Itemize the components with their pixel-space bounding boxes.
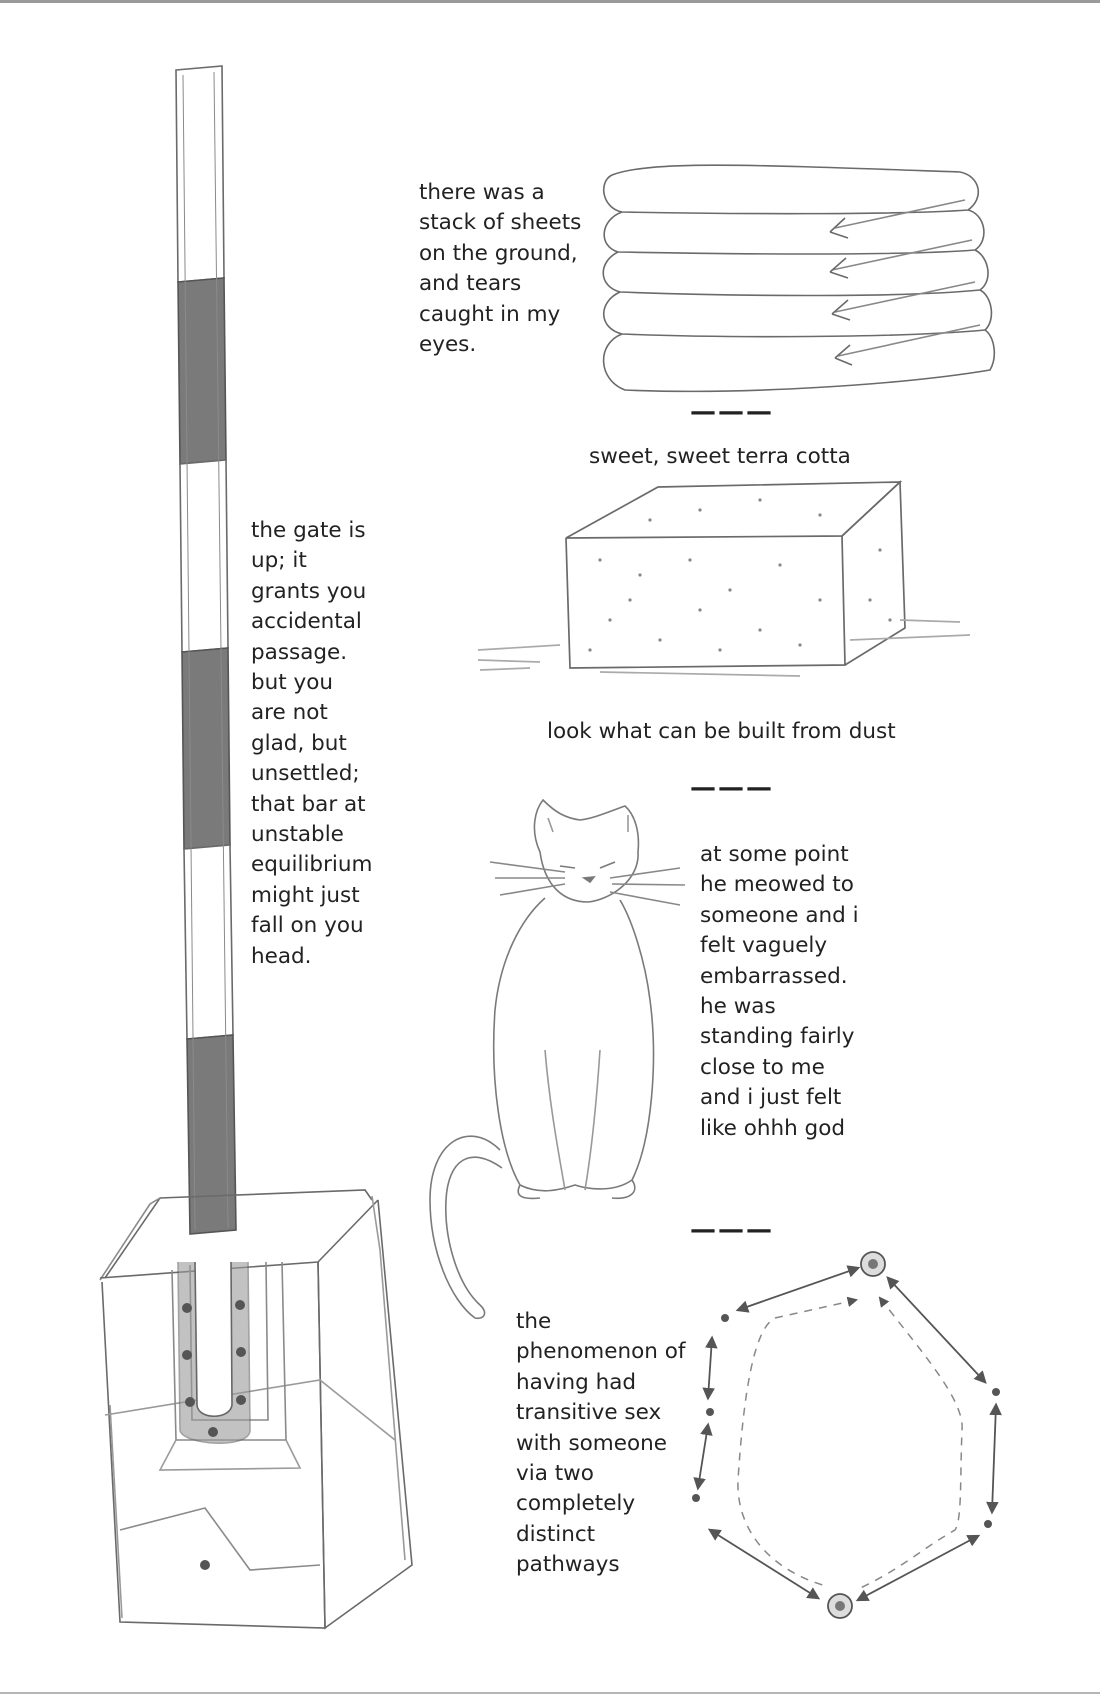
terracotta-title: sweet, sweet terra cotta xyxy=(589,444,851,469)
sheets-poem: there was a stack of sheets on the ground, and tears caught in my eyes. xyxy=(419,180,582,358)
cat-poem: at some point he meowed to someone and i felt vaguely embarrassed. he was standing fairly close to me and i just felt like ohhh god xyxy=(700,842,859,1141)
divider-second: ——— xyxy=(690,773,774,803)
bottom-rule xyxy=(0,1692,1100,1694)
terracotta-caption: look what can be built from dust xyxy=(547,719,896,744)
divider-third: ——— xyxy=(690,1215,774,1245)
pathways-diagram xyxy=(692,1252,1000,1618)
terracotta-brick-drawing xyxy=(478,482,970,676)
sheets-stack-drawing xyxy=(603,165,994,391)
divider-first: ——— xyxy=(690,397,774,427)
cat-drawing xyxy=(430,800,685,1318)
phenomenon-poem: the phenomenon of having had transitive sex with someone via two completely distinct pathways xyxy=(516,1309,686,1578)
gate-poem: the gate is up; it grants you accidental passage. but you are not glad, but unsettled; that bar at unstable equilibrium might just fall on you head. xyxy=(251,518,373,969)
